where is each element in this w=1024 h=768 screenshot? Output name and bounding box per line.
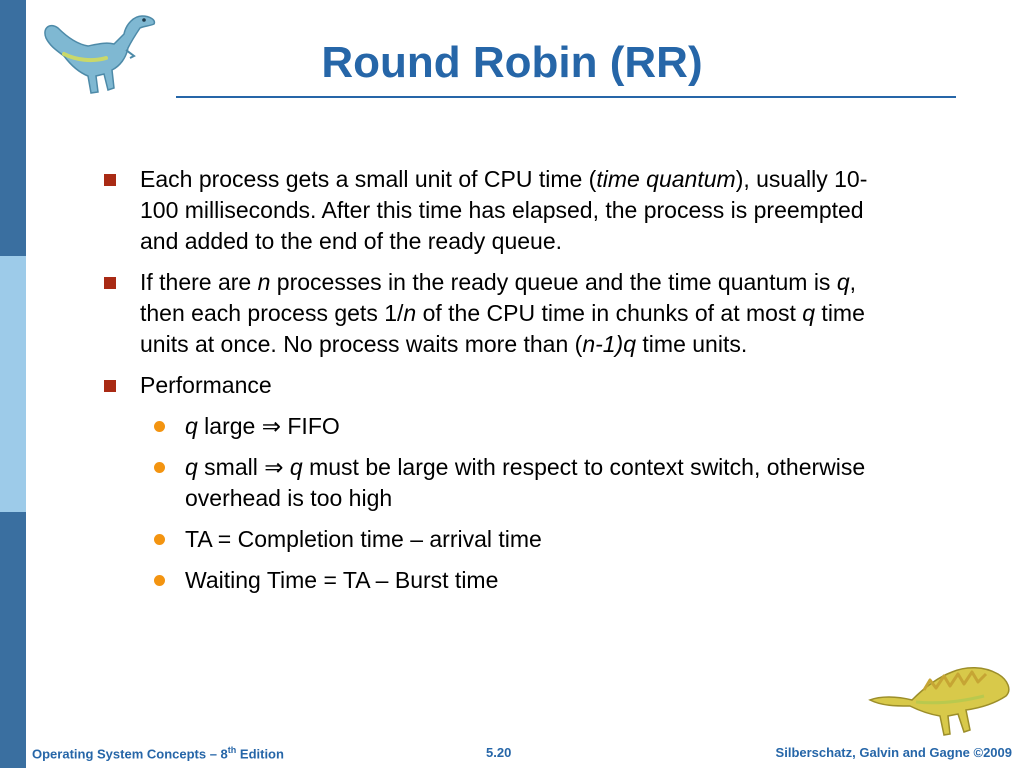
text-segment: must be large with respect to context switch, otherwise overhead is too high — [185, 454, 866, 511]
square-bullet-icon — [104, 277, 116, 289]
round-bullet-icon — [154, 575, 165, 586]
title-divider — [176, 96, 956, 98]
sub-bullet-waiting-time — [145, 565, 900, 596]
round-bullet-icon — [154, 421, 165, 432]
bullet-time-quantum — [100, 164, 900, 257]
italic-term: n-1)q — [582, 331, 637, 357]
italic-term: time quantum — [596, 166, 736, 192]
sub-bullet-turnaround — [145, 524, 900, 555]
text-segment: Each process gets a small unit of CPU time ( — [140, 166, 597, 192]
italic-term: q — [289, 454, 303, 480]
italic-term: n — [403, 300, 417, 326]
footer-book-title: Operating System Concepts – 8th Edition — [32, 745, 284, 762]
sub-bullet-q-large — [145, 411, 900, 442]
round-bullet-icon — [154, 462, 165, 473]
text-segment: , then each process gets 1/ — [140, 269, 857, 326]
text-segment: time units at once. No process waits more than ( — [140, 300, 865, 357]
text-segment: small ⇒ — [197, 454, 290, 480]
italic-term: q — [185, 413, 198, 439]
dinosaur-icon — [866, 660, 1016, 740]
italic-term: q — [185, 454, 198, 480]
text-segment: ), usually 10-100 milliseconds. After this time has elapsed, the process is preempted and added to the end of the ready queue. — [140, 166, 868, 254]
bullet-performance — [100, 370, 900, 401]
sub-bullet-q-small — [145, 452, 900, 514]
text-segment: large ⇒ FIFO — [197, 413, 340, 439]
performance-sub-list — [145, 411, 900, 596]
sidebar-bottom-segment — [0, 512, 26, 768]
italic-term: n — [257, 269, 271, 295]
text-segment: TA = Completion time – arrival time — [185, 526, 542, 552]
slide-content — [100, 164, 900, 606]
text-segment: of the CPU time in chunks of at most — [416, 300, 803, 326]
text-segment: processes in the ready queue and the time quantum is — [270, 269, 837, 295]
text-segment: time units. — [636, 331, 748, 357]
sidebar-middle-segment — [0, 256, 26, 512]
bullet-n-processes — [100, 267, 900, 360]
footer-page-number: 5.20 — [486, 745, 512, 760]
text-segment: If there are — [140, 269, 258, 295]
text-segment: Performance — [140, 372, 272, 398]
footer-authors: Silberschatz, Galvin and Gagne ©2009 — [775, 745, 1012, 760]
slide-title: Round Robin (RR) — [321, 38, 703, 87]
italic-term: q — [836, 269, 850, 295]
square-bullet-icon — [104, 380, 116, 392]
square-bullet-icon — [104, 174, 116, 186]
text-segment: Waiting Time = TA – Burst time — [185, 567, 499, 593]
round-bullet-icon — [154, 534, 165, 545]
italic-term: q — [802, 300, 816, 326]
